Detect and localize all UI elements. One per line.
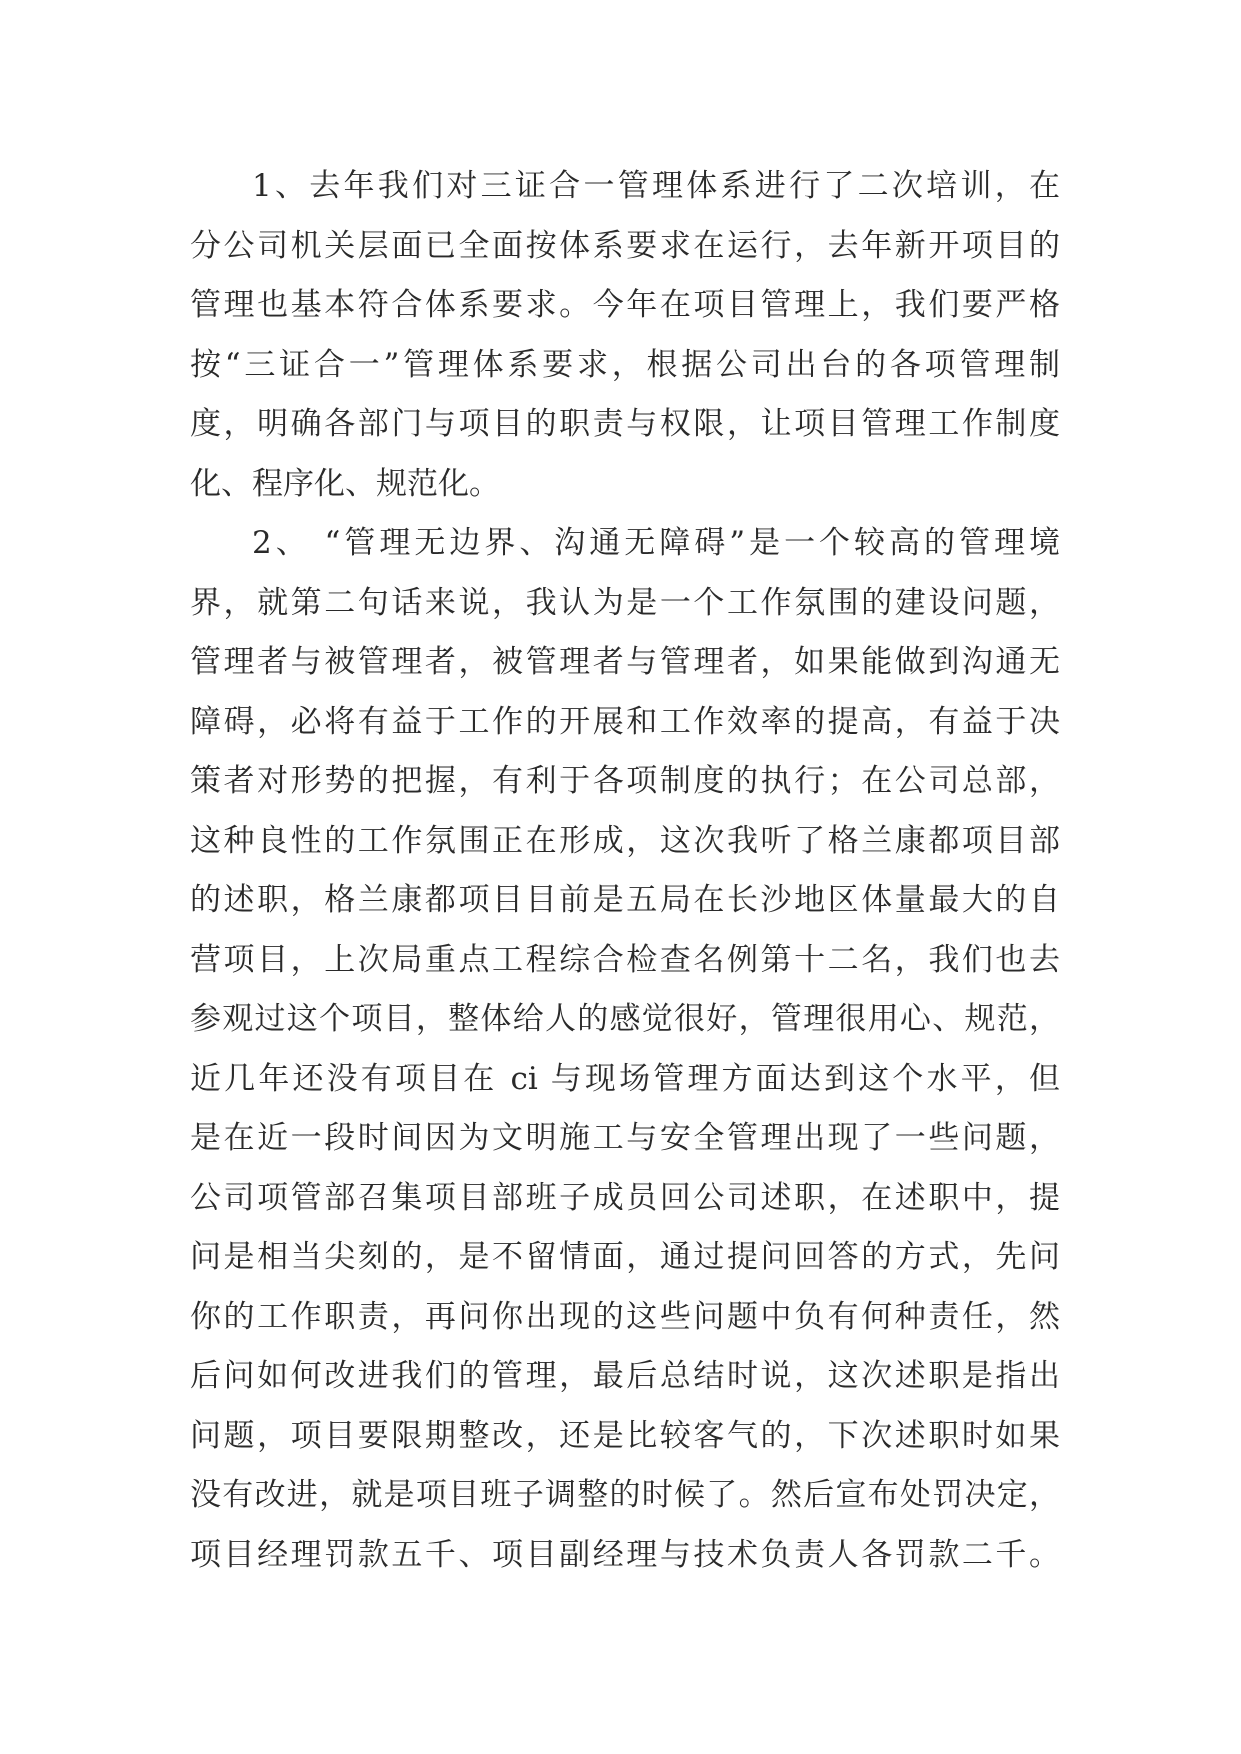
paragraph-line: 管理者与被管理者，被管理者与管理者，如果能做到沟通无 [190, 644, 1060, 680]
paragraph-line: 这种良性的工作氛围正在形成，这次我听了格兰康都项目部 [190, 822, 1060, 859]
document-body [190, 157, 1060, 1585]
paragraph-line: 管理也基本符合体系要求。今年在项目管理上，我们要严格 [190, 287, 1060, 323]
paragraph-line: 公司项管部召集项目部班子成员回公司述职，在述职中，提 [190, 1179, 1060, 1216]
paragraph-line: 策者对形势的把握，有利于各项制度的执行；在公司总部， [190, 763, 1060, 799]
paragraph-line: 度，明确各部门与项目的职责与权限，让项目管理工作制度 [190, 406, 1060, 442]
paragraph-1 [190, 157, 1060, 514]
paragraph-line: 化、程序化、规范化。 [190, 465, 500, 502]
paragraph-line: 是在近一段时间因为文明施工与安全管理出现了一些问题， [190, 1120, 1060, 1156]
paragraph-line: 你的工作职责，再问你出现的这些问题中负有何种责任，然 [190, 1298, 1060, 1335]
paragraph-line: 界，就第二句话来说，我认为是一个工作氛围的建设问题， [190, 584, 1060, 621]
paragraph-line: 分公司机关层面已全面按体系要求在运行，去年新开项目的 [190, 227, 1060, 264]
paragraph-line: 营项目，上次局重点工程综合检查名例第十二名，我们也去 [190, 941, 1060, 978]
paragraph-line: 项目经理罚款五千、项目副经理与技术负责人各罚款二千。 [190, 1536, 1060, 1573]
paragraph-line: 后问如何改进我们的管理，最后总结时说，这次述职是指出 [190, 1358, 1060, 1394]
paragraph-line: 障碍，必将有益于工作的开展和工作效率的提高，有益于决 [190, 703, 1060, 740]
paragraph-line: 问题，项目要限期整改，还是比较客气的，下次述职时如果 [190, 1417, 1060, 1454]
paragraph-line: 按“三证合一”管理体系要求，根据公司出台的各项管理制 [190, 346, 1060, 383]
paragraph-line: 2、 “管理无边界、沟通无障碍”是一个较高的管理境 [252, 525, 1060, 561]
paragraph-line: 问是相当尖刻的，是不留情面，通过提问回答的方式，先问 [190, 1239, 1060, 1275]
paragraph-line: 参观过这个项目，整体给人的感觉很好，管理很用心、规范， [190, 1001, 1060, 1037]
paragraph-line: 没有改进，就是项目班子调整的时候了。然后宣布处罚决定， [190, 1477, 1060, 1513]
paragraph-2 [190, 514, 1060, 1585]
paragraph-line: 的述职，格兰康都项目目前是五局在长沙地区体量最大的自 [190, 882, 1060, 918]
paragraph-line: 1、去年我们对三证合一管理体系进行了二次培训，在 [252, 168, 1060, 204]
paragraph-line: 近几年还没有项目在 ci 与现场管理方面达到这个水平，但 [190, 1060, 1060, 1097]
